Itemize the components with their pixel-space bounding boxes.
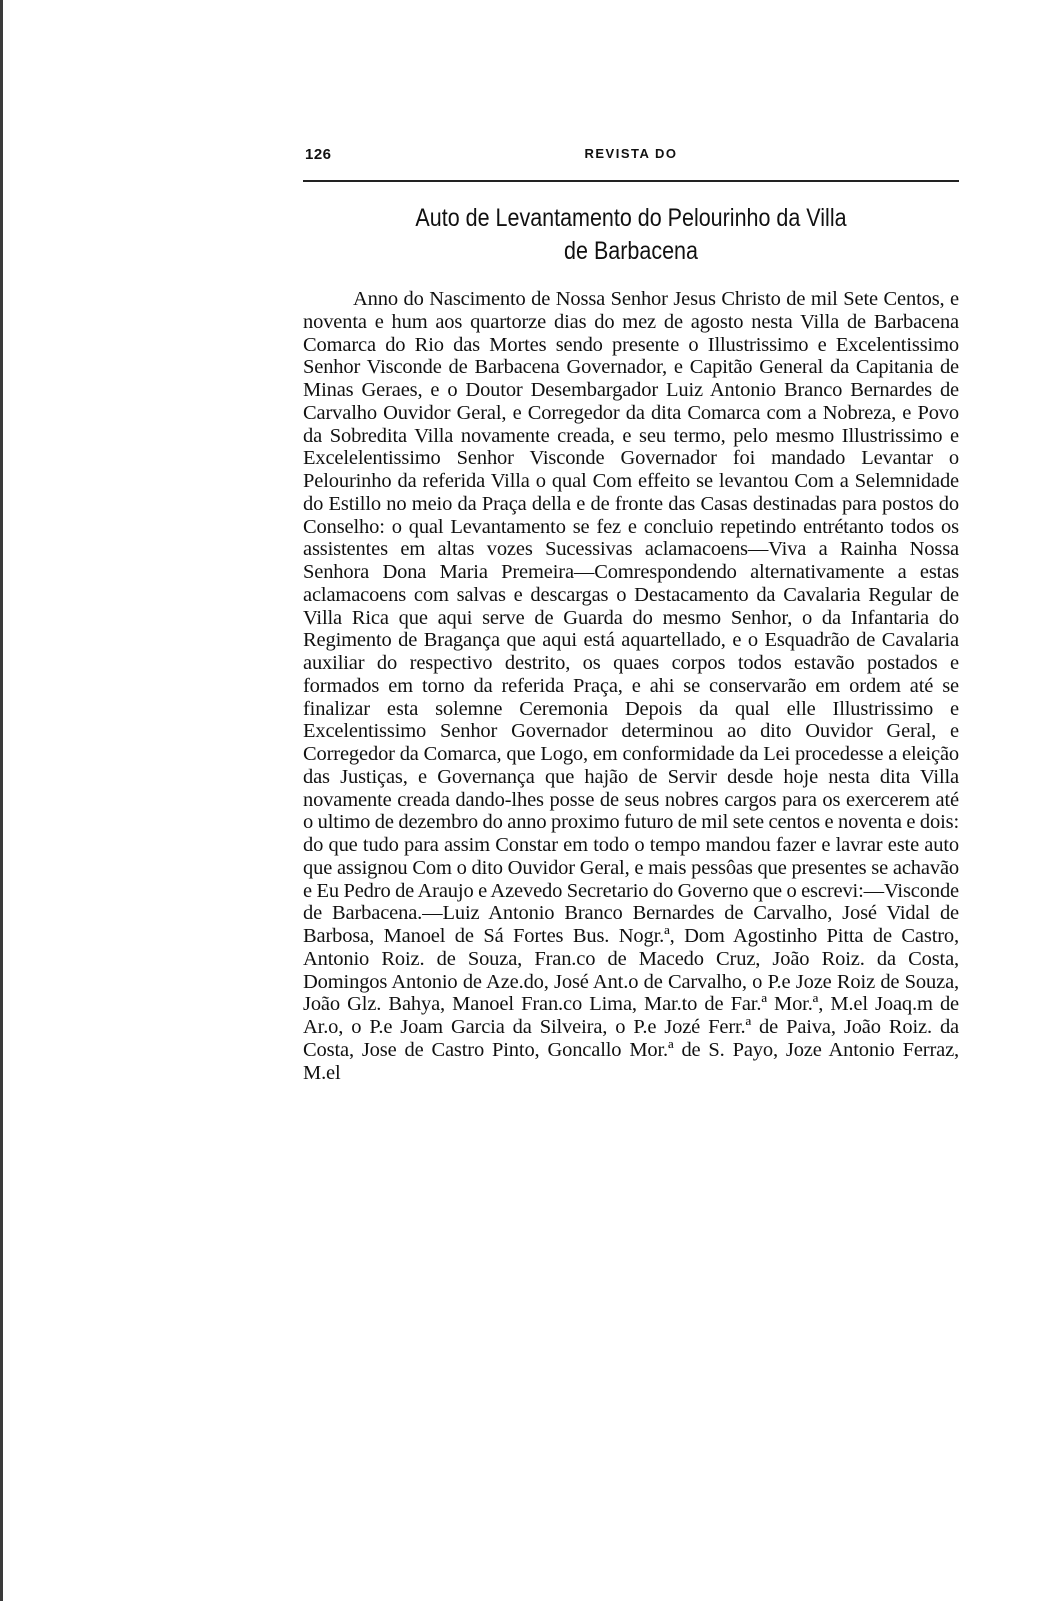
article-body: [303, 288, 959, 1084]
running-title: REVISTA DO: [584, 146, 678, 161]
article-title: [349, 202, 913, 268]
page-number: 126: [305, 146, 332, 163]
article-title-line-2: de Barbacena: [564, 237, 698, 265]
body-paragraph: Anno do Nascimento de Nossa Senhor Jesus Christo de mil Sete Centos, e noventa e hum aos quartorze dias do mez de agosto nesta Villa de Barbacena Comarca do Rio das Mortes sendo presente o Illustrissimo e Excelentissimo Senhor Visconde de Barbacena Governador, e Capitão General da Capitania de Minas Geraes, e o Doutor Desembargador Luiz Antonio Branco Bernardes de Carvalho Ouvidor Geral, e Corregedor da dita Comarca com a Nobreza, e Povo da Sobredita Villa novamente creada, e seu termo, pelo mesmo Illustrissimo e Excelelentissimo Senhor Visconde Governador foi mandado Levantar o Pelourinho da referida Villa o qual Com effeito se levantou Com a Selemnidade do Estillo no meio da Praça della e de fronte das Casas destinadas para postos do Conselho: o qual Levantamento se fez e concluio repetindo entrétanto todos os assistentes em altas vozes Sucessivas aclamacoens—Viva a Rainha Nossa Senhora Dona Maria Premeira—Comrespondendo alternativamente a estas aclamacoens com salvas e descargas o Destacamento da Cavalaria Regular de Villa Rica que aqui serve de Guarda do mesmo Senhor, o da Infantaria do Regimento de Bragança que aqui está aquartellado, e o Esquadrão de Cavalaria auxiliar do respectivo destrito, os quaes corpos todos estavão postados e formados em torno da referida Praça, e ahi se conservarão em ordem até se finalizar esta solemne Ceremonia Depois da qual elle Illustrissimo e Excelentissimo Senhor Governador determinou ao dito Ouvidor Geral, e Corregedor da Comarca, que Logo, em conformidade da Lei procedesse a eleição das Justiças, e Governança que hajão de Servir desde hoje nesta dita Villa novamente creada dando-lhes posse de seus nobres cargos para os exercerem até o ultimo de dezembro do anno proximo futuro de mil sete centos e noventa e dois: do que tudo para assim Constar em todo o tempo mandou fazer e lavrar este auto que assignou Com o dito Ouvidor Geral, e mais pessôas que presentes se achavão e Eu Pedro de Araujo e Azevedo Secretario do Governo que o escrevi:—Visconde de Barbacena.—Luiz Antonio Branco Bernardes de Carvalho, José Vidal de Barbosa, Manoel de Sá Fortes Bus. Nogr.ª, Dom Agostinho Pitta de Castro, Antonio Roiz. de Souza, Fran.co de Macedo Cruz, João Roiz. da Costa, Domingos Antonio de Aze.do, José Ant.o de Carvalho, o P.e Joze Roiz de Souza, João Glz. Bahya, Manoel Fran.co Lima, Mar.to de Far.ª Mor.ª, M.el Joaq.m de Ar.o, o P.e Joam Garcia da Silveira, o P.e Jozé Ferr.ª de Paiva, João Roiz. da Costa, Jose de Castro Pinto, Goncallo Mor.ª de S. Payo, Joze Antonio Ferraz, M.el: [303, 288, 959, 1084]
article-title-line-1: Auto de Levantamento do Pelourinho da Villa: [415, 204, 847, 232]
header-rule: [303, 180, 959, 182]
running-header: [305, 146, 957, 168]
page-edge-shadow: [0, 0, 3, 1601]
